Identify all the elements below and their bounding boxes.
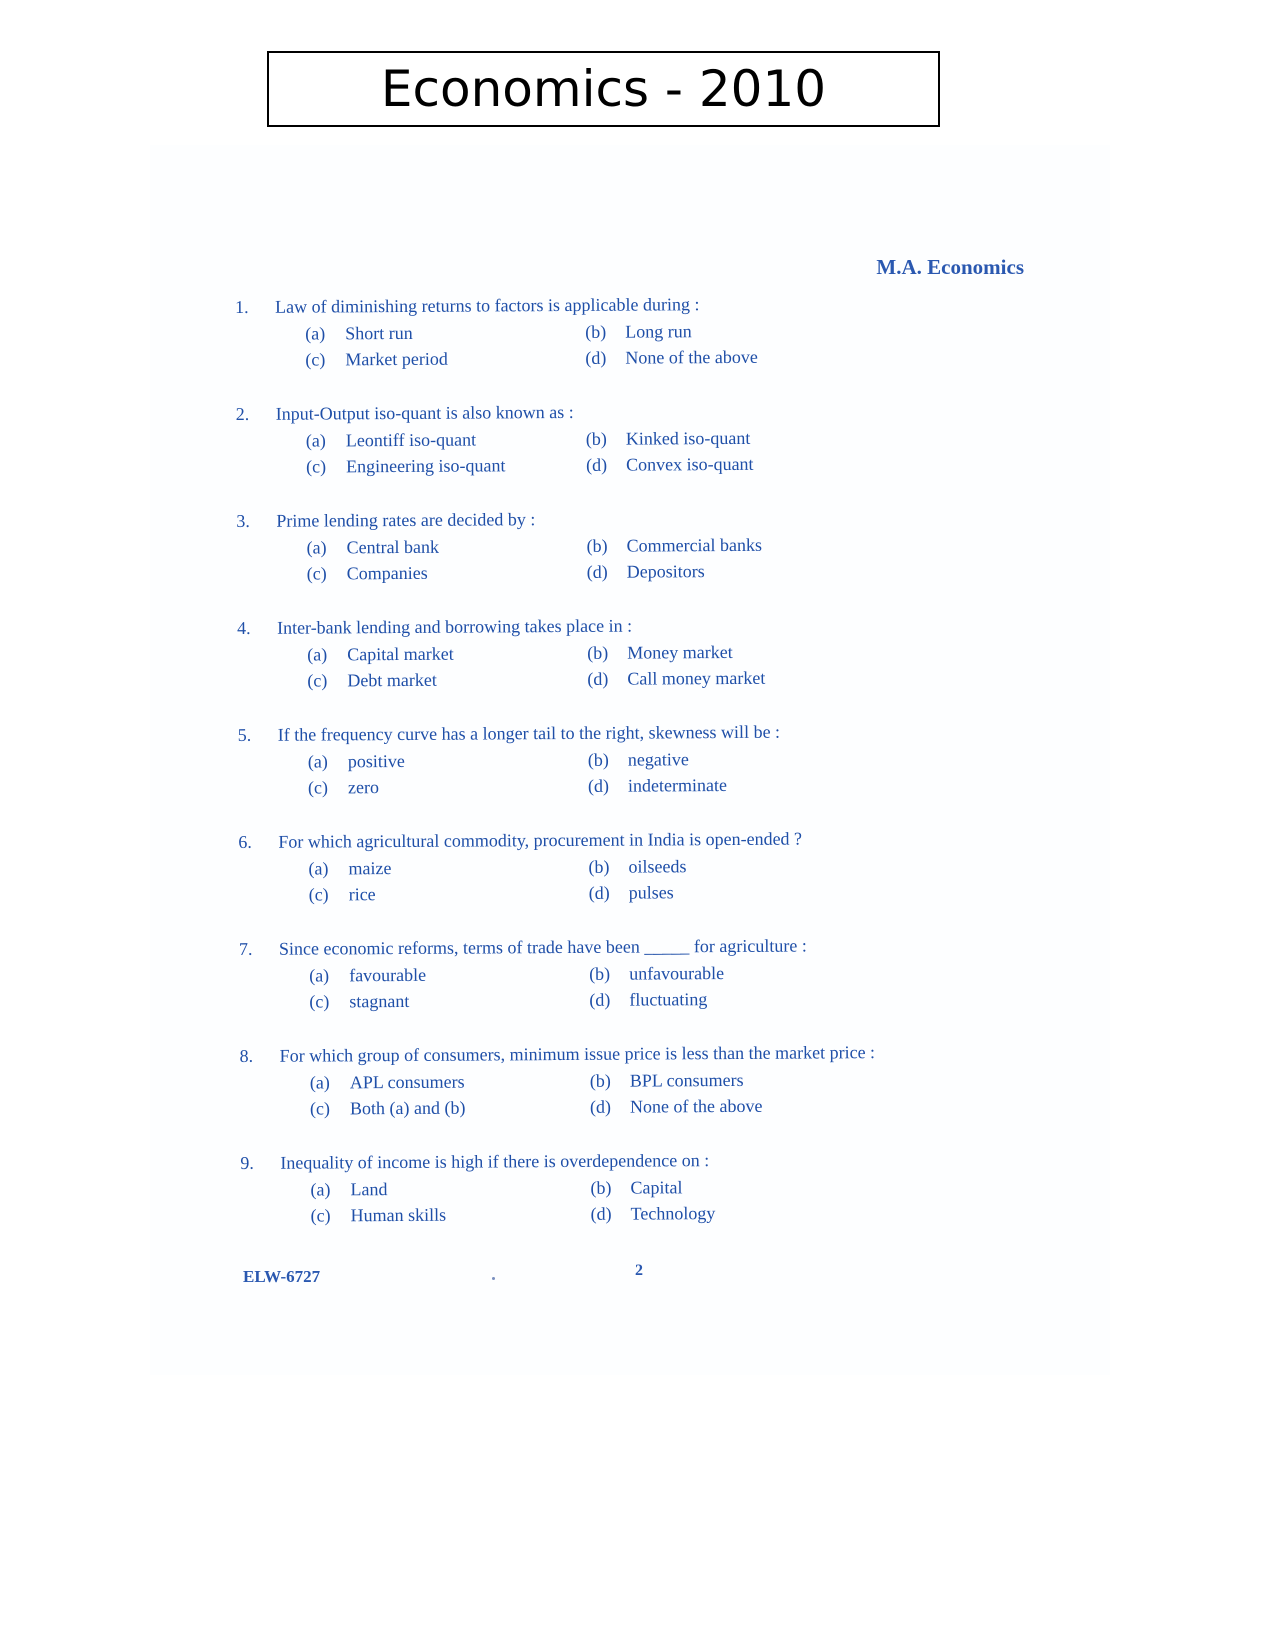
question-number: 1.	[235, 296, 249, 317]
option-label: (c)	[310, 1205, 331, 1226]
answer-option	[590, 1093, 890, 1119]
option-text: positive	[347, 750, 405, 772]
answer-option	[310, 1095, 590, 1121]
answer-option	[307, 560, 587, 586]
question-item	[236, 504, 997, 616]
question-item	[235, 290, 996, 402]
option-label: (b)	[585, 428, 607, 449]
option-label: (c)	[309, 1098, 331, 1119]
option-label: (d)	[587, 775, 610, 796]
answer-option	[585, 344, 885, 370]
question-item	[238, 825, 999, 937]
answer-option	[307, 641, 587, 667]
answer-option	[306, 534, 586, 560]
answer-options	[308, 745, 998, 799]
option-label: (d)	[585, 454, 608, 475]
option-text: Companies	[346, 562, 428, 584]
option-text: Money market	[627, 641, 733, 663]
option-label: (b)	[589, 1070, 611, 1091]
option-text: negative	[627, 749, 689, 770]
option-text: Short run	[345, 322, 413, 344]
answer-option	[585, 318, 885, 344]
option-text: Engineering iso-quant	[345, 455, 506, 477]
option-text: zero	[347, 777, 380, 798]
option-label: (c)	[306, 563, 327, 584]
option-label: (d)	[589, 989, 611, 1010]
option-label: (d)	[588, 882, 610, 903]
question-item	[240, 1146, 1001, 1258]
option-text: Commercial banks	[626, 534, 763, 556]
option-label: (a)	[305, 323, 326, 344]
option-text: pulses	[628, 882, 674, 903]
question-text: Law of diminishing returns to factors is applicable during :	[275, 294, 700, 317]
option-text: Call money market	[627, 667, 766, 689]
answer-option	[308, 748, 588, 774]
option-label: (b)	[588, 856, 610, 877]
option-text: unfavourable	[629, 963, 725, 984]
option-label: (a)	[307, 751, 328, 772]
question-number: 3.	[236, 510, 250, 531]
option-text: Capital	[630, 1177, 683, 1198]
option-label: (b)	[585, 321, 607, 342]
scanned-page	[150, 145, 1110, 1375]
option-text: Kinked iso-quant	[625, 427, 751, 449]
question-line	[240, 1039, 1000, 1068]
question-number: 6.	[238, 831, 252, 852]
page-number: 2	[635, 1262, 643, 1279]
option-text: favourable	[349, 964, 427, 986]
option-text: Land	[350, 1179, 388, 1200]
option-text: maize	[348, 858, 392, 879]
question-text: Prime lending rates are decided by :	[276, 509, 536, 531]
question-number: 8.	[239, 1045, 254, 1066]
option-label: (b)	[590, 1177, 612, 1198]
answer-option	[308, 855, 588, 881]
answer-option	[590, 1067, 890, 1093]
question-number: 9.	[240, 1152, 254, 1173]
question-item	[236, 397, 997, 509]
option-label: (c)	[309, 991, 330, 1012]
option-label: (d)	[590, 1203, 612, 1224]
option-text: APL consumers	[349, 1071, 465, 1093]
option-label: (b)	[587, 642, 609, 663]
option-text: fluctuating	[629, 989, 708, 1010]
answer-option	[307, 667, 587, 693]
option-label: (c)	[307, 670, 328, 691]
option-text: Both (a) and (b)	[349, 1097, 466, 1119]
answer-option	[308, 774, 588, 800]
question-text: For which group of consumers, minimum issue price is less than the market price :	[279, 1042, 876, 1066]
answer-option	[309, 988, 589, 1014]
option-label: (a)	[309, 1072, 330, 1093]
question-number: 5.	[237, 724, 252, 745]
option-text: BPL consumers	[629, 1069, 744, 1091]
option-label: (a)	[310, 1179, 331, 1200]
option-text: Convex iso-quant	[625, 453, 754, 475]
answer-option	[589, 986, 889, 1012]
question-line	[235, 290, 995, 319]
question-text: Input-Output iso-quant is also known as :	[275, 401, 574, 424]
answer-option	[589, 960, 889, 986]
answer-option	[306, 427, 586, 453]
answer-option	[305, 320, 585, 346]
document-title: Economics - 2010	[267, 51, 940, 127]
option-text: Technology	[630, 1203, 716, 1224]
option-text: Capital market	[347, 643, 454, 665]
question-text: Since economic reforms, terms of trade have been _____ for agriculture :	[278, 935, 807, 959]
question-line	[240, 1146, 1000, 1175]
option-label: (c)	[308, 884, 329, 905]
option-label: (a)	[306, 537, 327, 558]
question-number: 4.	[236, 617, 251, 638]
option-label: (b)	[586, 535, 608, 556]
question-line	[237, 611, 997, 640]
answer-option	[587, 558, 887, 584]
option-text: oilseeds	[628, 856, 687, 877]
answer-option	[589, 879, 889, 905]
answer-option	[586, 532, 886, 558]
answer-option	[310, 1069, 590, 1095]
option-text: None of the above	[625, 346, 758, 368]
question-line	[236, 397, 996, 426]
answer-option	[310, 1176, 590, 1202]
option-text: stagnant	[349, 990, 410, 1012]
option-label: (c)	[305, 349, 326, 370]
answer-option	[311, 1202, 591, 1228]
option-label: (d)	[586, 561, 608, 582]
course-header: M.A. Economics	[876, 255, 1024, 279]
question-item	[237, 611, 998, 723]
option-label: (d)	[589, 1096, 612, 1117]
option-label: (b)	[587, 749, 609, 770]
answer-options	[307, 638, 997, 692]
option-label: (a)	[308, 858, 329, 879]
paper-code: ELW-6727	[243, 1267, 321, 1286]
answer-options	[309, 959, 999, 1013]
answer-option	[586, 425, 886, 451]
question-number: 2.	[235, 403, 250, 424]
option-label: (a)	[307, 644, 328, 665]
answer-option	[306, 453, 586, 479]
answer-options	[310, 1173, 1000, 1227]
answer-option	[305, 346, 585, 372]
option-label: (c)	[305, 456, 327, 477]
answer-option	[588, 853, 888, 879]
question-line	[238, 718, 998, 747]
answer-option	[588, 746, 888, 772]
answer-option	[309, 962, 589, 988]
answer-options	[306, 424, 996, 478]
option-text: Human skills	[350, 1204, 447, 1226]
answer-options	[305, 317, 995, 371]
option-text: Depositors	[626, 561, 705, 582]
question-item	[238, 718, 999, 830]
answer-options	[306, 531, 996, 585]
question-item	[239, 932, 1000, 1044]
question-item	[240, 1039, 1001, 1151]
option-label: (a)	[305, 430, 326, 451]
question-text: Inter-bank lending and borrowing takes place in :	[276, 615, 633, 638]
option-text: rice	[348, 884, 376, 905]
question-list	[235, 290, 1001, 1258]
option-label: (d)	[587, 668, 609, 689]
answer-option	[587, 665, 887, 691]
option-label: (d)	[585, 347, 607, 368]
scan-speck	[492, 1277, 495, 1280]
answer-option	[309, 881, 589, 907]
answer-option	[587, 639, 887, 665]
option-text: Market period	[345, 348, 448, 370]
answer-option	[586, 451, 886, 477]
question-number: 7.	[238, 938, 253, 959]
option-label: (b)	[589, 963, 611, 984]
option-label: (c)	[307, 777, 329, 798]
answer-option	[591, 1200, 891, 1226]
answer-options	[308, 852, 998, 906]
question-line	[239, 932, 999, 961]
question-text: If the frequency curve has a longer tail to the right, skewness will be :	[277, 721, 781, 745]
answer-options	[310, 1066, 1000, 1120]
answer-option	[588, 772, 888, 798]
question-line	[238, 825, 998, 854]
option-text: None of the above	[629, 1095, 763, 1117]
option-text: Leontiff iso-quant	[345, 429, 477, 451]
option-label: (a)	[309, 965, 330, 986]
option-text: Long run	[625, 321, 692, 342]
option-text: Central bank	[346, 536, 440, 558]
option-text: indeterminate	[627, 775, 728, 796]
answer-option	[590, 1174, 890, 1200]
question-line	[236, 504, 996, 533]
question-text: Inequality of income is high if there is overdependence on :	[280, 1150, 710, 1173]
option-text: Debt market	[347, 669, 437, 691]
question-text: For which agricultural commodity, procurement in India is open-ended ?	[278, 828, 803, 852]
